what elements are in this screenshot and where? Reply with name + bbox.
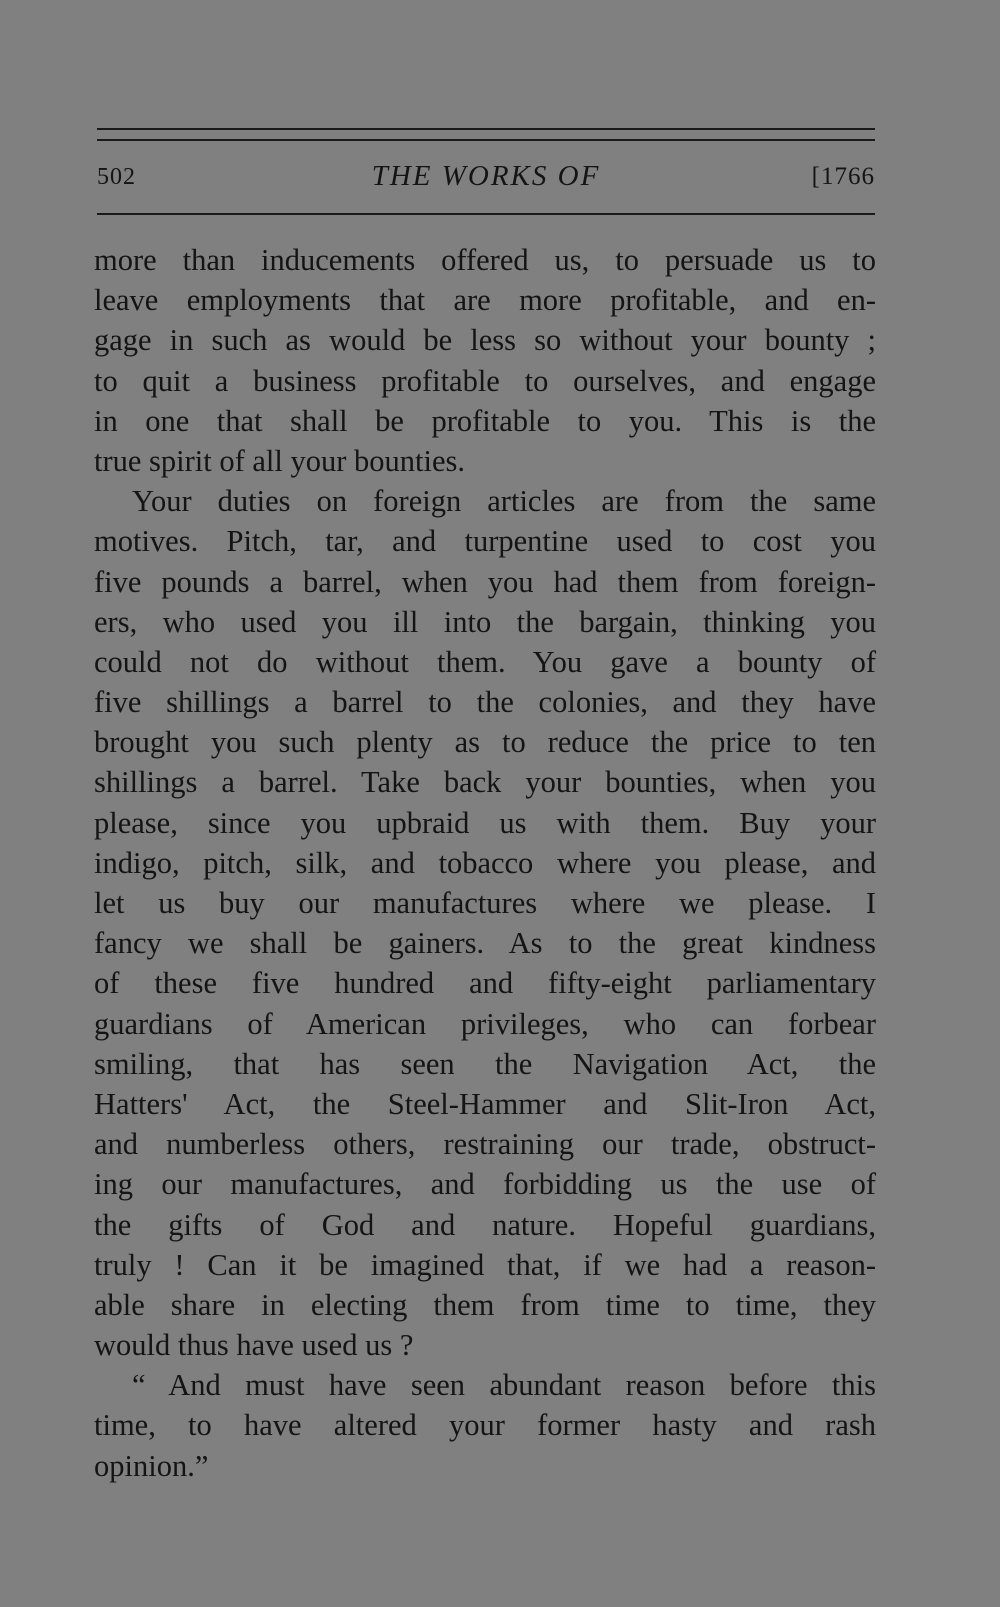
text-line: fancy we shall be gainers. As to the great kindness bbox=[94, 926, 876, 961]
header-year: [1766 bbox=[811, 163, 875, 190]
text-line: let us buy our manufactures where we please. I bbox=[94, 886, 876, 920]
text-line: time, to have altered your former hasty and rash bbox=[94, 1408, 876, 1443]
header-rule-top bbox=[97, 128, 875, 130]
body-text bbox=[94, 240, 876, 1486]
running-title: THE WORKS OF bbox=[371, 160, 601, 192]
text-line: five pounds a barrel, when you had them from foreign- bbox=[94, 564, 876, 599]
text-line: please, since you upbraid us with them. Buy your bbox=[94, 805, 876, 840]
header-rule-second bbox=[97, 139, 875, 141]
page-number: 502 bbox=[97, 164, 136, 190]
running-head bbox=[97, 160, 875, 200]
text-line: smiling, that has seen the Navigation Act, the bbox=[94, 1046, 876, 1081]
text-line: “ And must have seen abundant reason before this bbox=[132, 1368, 876, 1403]
text-line: guardians of American privileges, who can forbear bbox=[94, 1006, 876, 1041]
text-line: more than inducements offered us, to persuade us to bbox=[94, 243, 876, 277]
text-line: five shillings a barrel to the colonies, and they have bbox=[94, 685, 876, 720]
text-line: ing our manufactures, and forbidding us the use of bbox=[94, 1167, 876, 1202]
text-line: able share in electing them from time to time, they bbox=[94, 1287, 876, 1322]
text-line: Hatters' Act, the Steel-Hammer and Slit-Iron Act, bbox=[94, 1086, 876, 1121]
header-rule-bottom bbox=[97, 213, 875, 215]
text-line: motives. Pitch, tar, and turpentine used to cost you bbox=[94, 524, 876, 559]
text-line: of these five hundred and fifty-eight parliamentary bbox=[94, 966, 876, 1001]
text-line: indigo, pitch, silk, and tobacco where you please, and bbox=[94, 845, 876, 880]
text-line: would thus have used us ? bbox=[94, 1328, 414, 1363]
text-line: brought you such plenty as to reduce the price to ten bbox=[94, 725, 876, 760]
text-line: gage in such as would be less so without your bounty ; bbox=[94, 323, 876, 358]
text-line: true spirit of all your bounties. bbox=[94, 443, 466, 478]
text-line: opinion.” bbox=[94, 1448, 209, 1483]
text-line: the gifts of God and nature. Hopeful guardians, bbox=[94, 1207, 876, 1242]
text-line: truly ! Can it be imagined that, if we had a reason- bbox=[94, 1247, 876, 1282]
text-line: to quit a business profitable to ourselves, and engage bbox=[94, 363, 876, 398]
text-line: leave employments that are more profitable, and en- bbox=[94, 283, 876, 318]
text-line: shillings a barrel. Take back your bounties, when you bbox=[94, 765, 876, 800]
text-line: in one that shall be profitable to you. This is the bbox=[94, 403, 876, 438]
text-line: and numberless others, restraining our trade, obstruct- bbox=[94, 1127, 876, 1162]
text-line: ers, who used you ill into the bargain, thinking you bbox=[94, 604, 876, 639]
text-line: could not do without them. You gave a bounty of bbox=[94, 644, 876, 679]
text-line: Your duties on foreign articles are from the same bbox=[132, 484, 876, 519]
